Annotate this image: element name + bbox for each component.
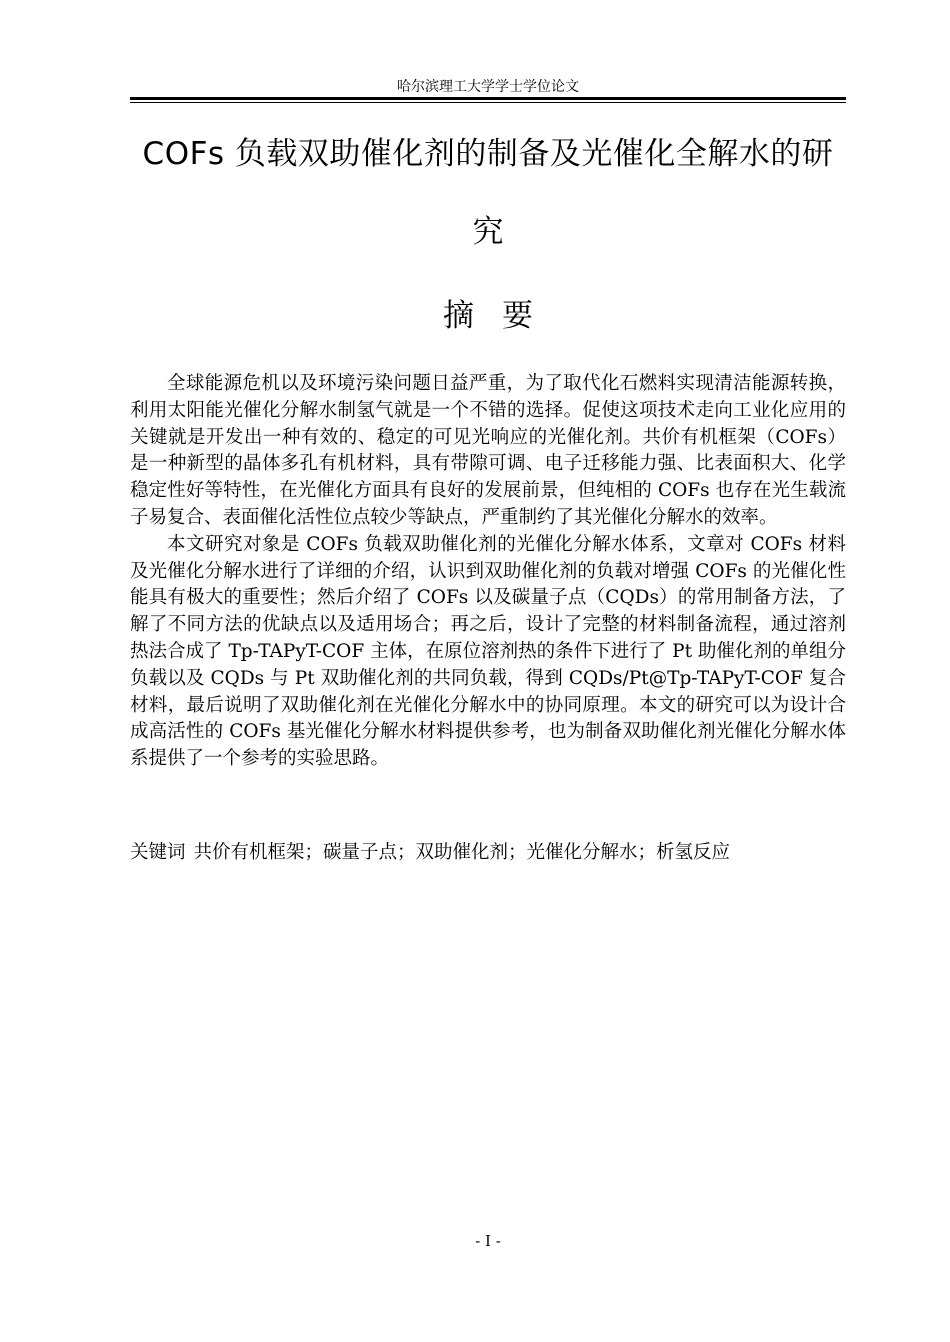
thesis-title-line-1: COFs 负载双助催化剂的制备及光催化全解水的研	[142, 136, 834, 172]
abstract-paragraph-2: 本文研究对象是 COFs 负载双助催化剂的光催化分解水体系，文章对 COFs 材料及光催化分解水进行了详细的介绍，认识到双助催化剂的负载对增强 COFs 的光催化性能具有极大的重要性；然后介绍了 COFs 以及碳量子点（CQDs）的常用制备方法，了解了不同方法的优缺点以及适用场合；再之后，设计了完整的材料制备流程，通过溶剂热法合成了 Tp-TAPyT-COF 主体，在原位溶剂热的条件下进行了 Pt 助催化剂的单组分负载以及 CQDs 与 Pt 双助催化剂的共同负载，得到 CQDs/Pt@Tp-TAPyT-COF 复合材料，最后说明了双助催化剂在光催化分解水中的协同原理。本文的研究可以为设计合成高活性的 COFs 基光催化分解水材料提供参考，也为制备双助催化剂光催化分解水体系提供了一个参考的实验思路。	[130, 533, 846, 770]
header-rule-thick	[130, 97, 846, 100]
page-number: - I -	[475, 1232, 501, 1250]
keywords-label: 关键词	[130, 842, 186, 863]
running-header: 哈尔滨理工大学学士学位论文	[397, 79, 579, 95]
thesis-title-line-2: 究	[472, 214, 504, 250]
abstract-paragraph-1: 全球能源危机以及环境污染问题日益严重，为了取代化石燃料实现清洁能源转换，利用太阳能光催化分解水制氢气就是一个不错的选择。促使这项技术走向工业化应用的关键就是开发出一种有效的、稳定的可见光响应的光催化剂。共价有机框架（COFs）是一种新型的晶体多孔有机材料，具有带隙可调、电子迁移能力强、比表面积大、化学稳定性好等特性，在光催化方面具有良好的发展前景，但纯相的 COFs 也存在光生载流子易复合、表面催化活性位点较少等缺点，严重制约了其光催化分解水的效率。	[130, 373, 846, 528]
abstract-heading: 摘要	[443, 298, 561, 334]
abstract-body	[130, 371, 846, 773]
keywords-line	[130, 840, 846, 867]
keywords-text: 共价有机框架；碳量子点；双助催化剂；光催化分解水；析氢反应	[193, 842, 731, 863]
header-rule-thin	[130, 102, 846, 103]
